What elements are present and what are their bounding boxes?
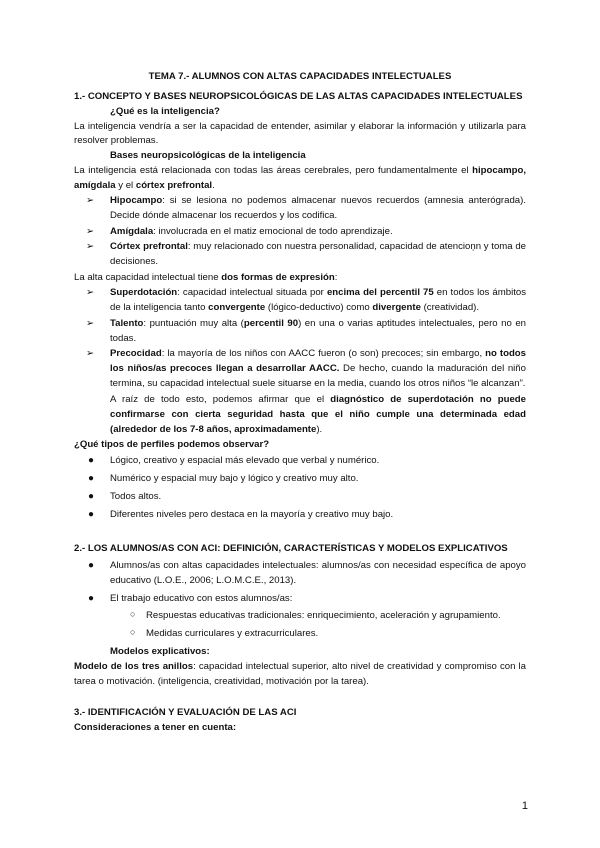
bullet-icon: ● — [88, 473, 95, 485]
bullet-icon: ● — [88, 491, 95, 503]
profiles-list — [74, 454, 526, 522]
aci-list — [74, 559, 526, 642]
list-item: ● Lógico, creativo y espacial más elevado que verbal y numérico. — [74, 454, 526, 469]
list-item: ● Todos altos. — [74, 490, 526, 505]
section-3-subheading: Consideraciones a tener en cuenta: — [74, 721, 237, 733]
circle-bullet-icon: ○ — [130, 627, 136, 638]
arrow-bullet-icon: ➢ — [86, 225, 95, 237]
bases-paragraph: La inteligencia está relacionada con todas las áreas cerebrales, pero fundamentalmente el hipocampo, amígdala y el córtex prefrontal. — [74, 165, 526, 192]
question-profiles: ¿Qué tipos de perfiles podemos observar? — [74, 438, 270, 450]
document-title: TEMA 7.- ALUMNOS CON ALTAS CAPACIDADES INTELECTUALES — [148, 71, 452, 82]
arrow-bullet-icon: ➢ — [86, 348, 95, 360]
intelligence-definition: La inteligencia vendría a ser la capacidad de entender, asimilar y elaborar la información y utilizarla para resolver problemas. — [74, 120, 526, 147]
section-1-heading: 1.- CONCEPTO Y BASES NEUROPSICOLÓGICAS DE LAS ALTAS CAPACIDADES INTELECTUALES — [74, 90, 523, 102]
arrow-bullet-icon: ➢ — [86, 317, 95, 329]
list-item: ● El trabajo educativo con estos alumnos/as: — [74, 592, 526, 607]
bases-title: Bases neuropsicológicas de la inteligencia — [110, 150, 306, 162]
brain-areas-list — [74, 194, 526, 270]
circle-bullet-icon: ○ — [130, 609, 136, 620]
bullet-icon: ● — [88, 559, 95, 571]
models-title: Modelos explicativos: — [110, 646, 210, 658]
list-item: ➢ Córtex prefrontal: muy relacionado con nuestra personalidad, capacidad de atencioņn y toma de decisiones. — [86, 241, 526, 268]
forms-intro: La alta capacidad intelectual tiene dos formas de expresión: — [74, 272, 338, 284]
arrow-bullet-icon: ➢ — [86, 241, 95, 253]
bullet-icon: ● — [88, 509, 95, 521]
list-item: ➢ Precocidad: la mayoría de los niños con AACC fueron (o son) precoces; sin embargo, no todos los niños/as precoces llegan a desarrollar AACC. De hecho, cuando la maduración del niño termina, su capacidad intelectual suele situarse en la media, cuando los otros niños “le alcanzan”. — [86, 348, 526, 390]
section-2-heading: 2.- LOS ALUMNOS/AS CON ACI: DEFINICIÓN, CARACTERÍSTICAS Y MODELOS EXPLICATIVOS — [74, 542, 508, 554]
list-item: ● Alumnos/as con altas capacidades intelectuales: alumnos/as con necesidad específica de apoyo educativo (L.O.E., 2006; L.O.M.C.E., 2013). — [88, 559, 526, 586]
list-item: ○ Medidas curriculares y extracurriculares. — [130, 627, 319, 640]
list-item: ○ Respuestas educativas tradicionales: enriquecimiento, aceleración y agrupamiento. — [130, 609, 501, 622]
bullet-icon: ● — [88, 455, 95, 467]
page-number: 1 — [521, 800, 528, 812]
list-item: ➢ Talento: puntuación muy alta (percentil 90) en una o varias aptitudes intelectuales, pero no en todas. — [86, 317, 526, 344]
arrow-bullet-icon: ➢ — [86, 194, 95, 206]
bullet-icon: ● — [88, 592, 95, 604]
question-intelligence: ¿Qué es la inteligencia? — [110, 105, 220, 117]
three-rings-model: Modelo de los tres anillos: capacidad intelectual superior, alto nivel de creatividad y compromiso con la tarea o motivación. (inteligencia, creatividad, motivación por la tarea). — [74, 660, 527, 687]
list-item: ➢ Hipocampo: si se lesiona no podemos almacenar nuevos recuerdos (amnesia anterógrada). Decide dónde almacenar los recuerdos y los codifica. — [86, 194, 526, 221]
section-3-heading: 3.- IDENTIFICACIÓN Y EVALUACIÓN DE LAS ACI — [74, 706, 297, 718]
arrow-bullet-icon: ➢ — [86, 287, 95, 299]
list-item: ● Numérico y espacial muy bajo y lógico y creativo muy alto. — [74, 472, 526, 487]
list-item: ➢ Superdotación: capacidad intelectual situada por encima del percentil 75 en todos los ámbitos de la inteligencia tanto convergente (lógico-deductivo) como divergente (creatividad). — [86, 287, 527, 313]
list-item: ● Diferentes niveles pero destaca en la mayoría y creativo muy bajo. — [74, 508, 526, 523]
forms-list — [74, 286, 526, 392]
list-item: ➢ Amígdala: involucrada en el matiz emocional de todo aprendizaje. — [74, 225, 526, 240]
diagnosis-paragraph: A raíz de todo esto, podemos afirmar que el diagnóstico de superdotación no puede confirmarse con cierta seguridad hasta que el niño cumple una determinada edad (alrededor de los 7-8 años, aproximadamente). — [110, 394, 526, 435]
